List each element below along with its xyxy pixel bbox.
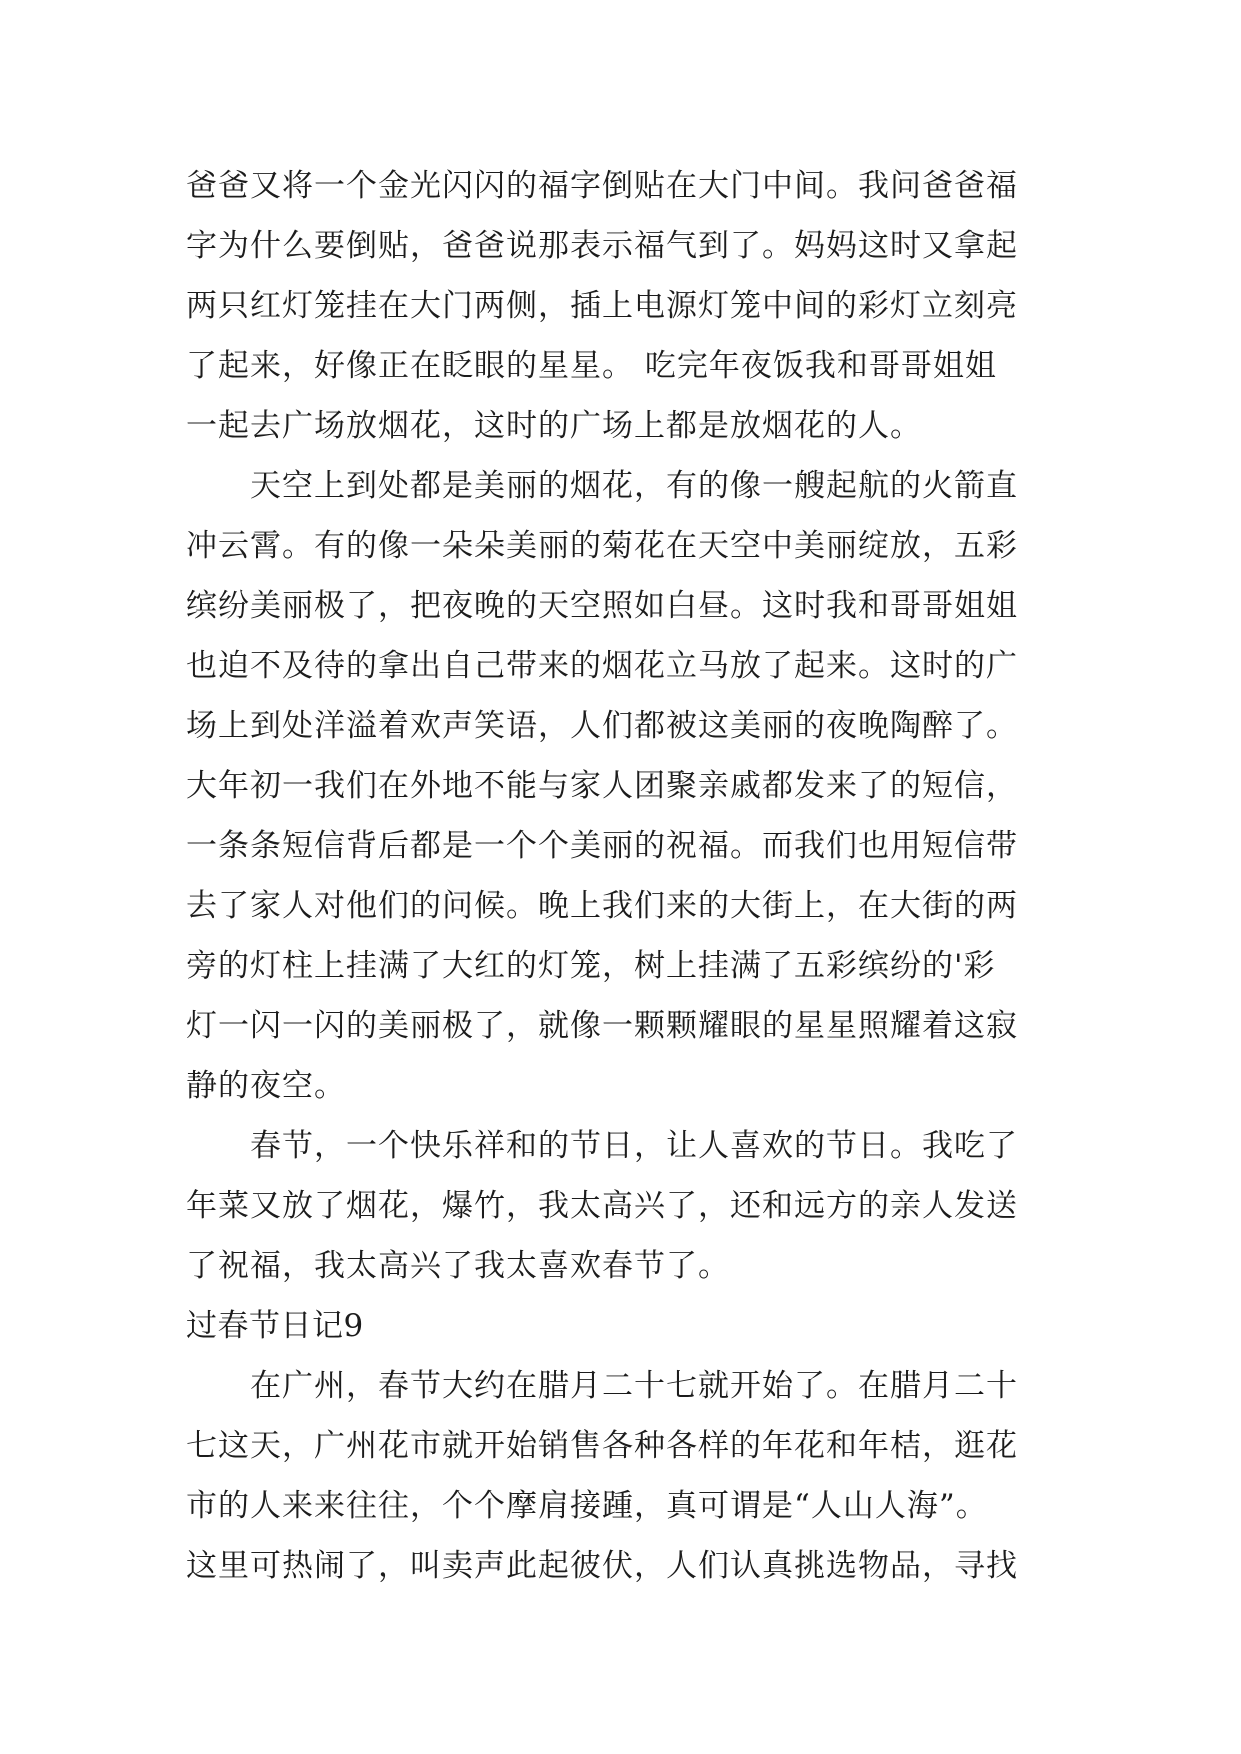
paragraph-start-line: 天空上到处都是美丽的烟花，有的像一艘起航的火箭直 (250, 468, 1018, 504)
text-line: 去了家人对他们的问候。晚上我们来的大街上，在大街的两 (186, 888, 1018, 924)
text-line: 旁的灯柱上挂满了大红的灯笼，树上挂满了五彩缤纷的'彩 (186, 948, 996, 984)
text-line: 也迫不及待的拿出自己带来的烟花立马放了起来。这时的广 (186, 648, 1018, 684)
text-line: 七这天，广州花市就开始销售各种各样的年花和年桔，逛花 (186, 1428, 1018, 1464)
text-line: 一起去广场放烟花，这时的广场上都是放烟花的人。 (186, 408, 922, 444)
text-line: 冲云霄。有的像一朵朵美丽的菊花在天空中美丽绽放，五彩 (186, 528, 1018, 564)
paragraph-start-line: 在广州，春节大约在腊月二十七就开始了。在腊月二十 (250, 1368, 1018, 1404)
text-line: 灯一闪一闪的美丽极了，就像一颗颗耀眼的星星照耀着这寂 (186, 1008, 1018, 1044)
section-heading: 过春节日记9 (186, 1308, 364, 1344)
text-line: 两只红灯笼挂在大门两侧，插上电源灯笼中间的彩灯立刻亮 (186, 288, 1018, 324)
text-line: 年菜又放了烟花，爆竹，我太高兴了，还和远方的亲人发送 (186, 1188, 1018, 1224)
text-line: 市的人来来往往，个个摩肩接踵，真可谓是“人山人海”。 (186, 1488, 988, 1524)
text-line: 大年初一我们在外地不能与家人团聚亲戚都发来了的短信， (186, 768, 1018, 804)
text-line: 了起来，好像正在眨眼的星星。 吃完年夜饭我和哥哥姐姐 (186, 348, 997, 384)
text-line: 一条条短信背后都是一个个美丽的祝福。而我们也用短信带 (186, 828, 1018, 864)
paragraph-start-line: 春节，一个快乐祥和的节日，让人喜欢的节日。我吃了 (250, 1128, 1018, 1164)
text-line: 爸爸又将一个金光闪闪的福字倒贴在大门中间。我问爸爸福 (186, 168, 1018, 204)
text-line: 缤纷美丽极了，把夜晚的天空照如白昼。这时我和哥哥姐姐 (186, 588, 1018, 624)
text-line: 字为什么要倒贴，爸爸说那表示福气到了。妈妈这时又拿起 (186, 228, 1018, 264)
text-line: 场上到处洋溢着欢声笑语，人们都被这美丽的夜晚陶醉了。 (186, 708, 1018, 744)
text-line: 了祝福，我太高兴了我太喜欢春节了。 (186, 1248, 730, 1284)
document-body (186, 156, 1066, 1596)
text-line: 这里可热闹了，叫卖声此起彼伏，人们认真挑选物品，寻找 (186, 1548, 1018, 1584)
text-line: 静的夜空。 (186, 1068, 346, 1104)
